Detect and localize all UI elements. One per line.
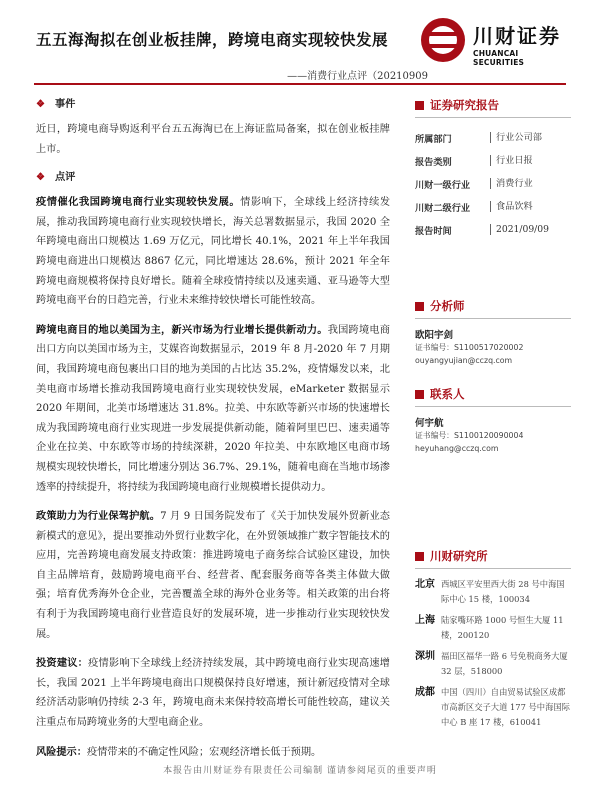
paragraph-investment: 投资建议：疫情影响下全球线上经济持续发展，其中跨境电商行业实现高速增长，我国 2021 上半年跨境电商出口规模保持良好增速，预计新冠疫情对全球经济活动影响仍持续 2-3 年，跨境电商未来保持较高增长可能性较高，建议关注重点布局跨境业务的大型电商企业。: [36, 657, 390, 729]
diamond-bullet-icon: ❖: [36, 172, 45, 184]
square-bullet-icon: [415, 101, 424, 110]
info-row: 所属部门 行业公司部: [415, 132, 542, 145]
info-row: 报告类别 行业日报: [415, 155, 533, 168]
sidebar: [415, 96, 571, 736]
report-info-heading: 证券研究报告: [415, 96, 571, 118]
diamond-bullet-icon: ❖: [36, 99, 45, 111]
main-column: [36, 96, 390, 764]
event-paragraph: 近日，跨境电商导购返利平台五五海淘已在上海证监局备案，拟在创业板挂牌上市。: [36, 124, 390, 155]
comment-heading: ❖ 点评: [36, 169, 390, 187]
analyst-cert: 证书编号：S1100517020002: [415, 343, 524, 352]
paragraph-markets: 跨境电商目的地以美国为主，新兴市场为行业增长提供新动力。我国跨境电商出口方向以美国市场为主，艾媒咨询数据显示，2019 年 8 月-2020 年 7 月期间，我国跨境电商包裹出口目的地为美国的占比达 35.2%，疫情爆发以来，北美电商市场增长推动我国跨境电商行业实现较快发展，eMarketer 数据显示 2020 年期间，北美市场增速达 31.8%。拉美、中东欧等新兴市场的快速增长成为我国跨境电商行业实现进一步发展提供新动能，随着阿里巴巴、速卖通等企业在拉美、中东欧等市场的持续深耕，2020 年拉美、中东欧地区电商市场规模实现较快增长，同比增速分别达 36.7%、29.1%，随着电商在当地市场渗透率的持续提升，将持续为我国跨境电商行业规模增长提供动力。: [36, 323, 390, 493]
logo-emblem-icon: [421, 18, 465, 62]
logo-text-cn: 川财证券: [473, 24, 561, 48]
analyst-name: 欧阳宇剑: [415, 330, 454, 341]
info-row: 川财二级行业 食品饮料: [415, 201, 533, 214]
address-item: 成都 中国（四川）自由贸易试验区成都市高新区交子大道 177 号中海国际中心 B 座 17 楼，610041: [415, 687, 570, 727]
address-item: 北京 西城区平安里西大街 28 号中海国际中心 15 楼，100034: [415, 579, 565, 604]
header-divider: [34, 83, 566, 85]
paragraph-risk: 风险提示：疫情带来的不确定性风险；宏观经济增长低于预期。: [36, 745, 322, 758]
square-bullet-icon: [415, 390, 424, 399]
institute-heading: 川财研究所: [415, 547, 571, 569]
analyst-heading: 分析师: [415, 297, 571, 319]
paragraph-policy: 政策助力为行业保驾护航。7 月 9 日国务院发布了《关于加快发展外贸新业态新模式的意见》，提出要推动外贸行业数字化，在外贸领域推广数字智能技术的应用，完善跨境电商发展支持政策：推进跨境电子商务综合试验区建设，加快自主品牌培育，鼓励跨境电商平台、经营者、配套服务商等各类主体做大做强；培育优秀海外仓企业，完善覆盖全球的海外仓业务等。相关政策的出台将有利于为我国跨境电商行业营造良好的发展环境，进一步推动行业实现较快发展。: [36, 510, 390, 640]
square-bullet-icon: [415, 302, 424, 311]
contact-name: 何宇航: [415, 418, 444, 429]
contact-cert: 证书编号：S1100120090004: [415, 431, 524, 440]
report-title: 五五海淘拟在创业板挂牌，跨境电商实现较快发展: [36, 30, 389, 49]
paragraph-growth: 疫情催化我国跨境电商行业实现较快发展。情影响下，全球线上经济持续发展，推动我国跨境电商行业实现较快增长，海关总署数据显示，我国 2020 全年跨境电商出口规模达 1.69 万亿元，同比增长 40.1%，2021 年上半年我国跨境电商进出口规模达 8867 亿元，同比增速达 28.6%，预计 2021 年全年跨境电商规模将保持良好增长。随着全球疫情持续以及速卖通、亚马逊等大型跨境电商平台的日趋完善，行业未来维持较快增长可能性较高。: [36, 196, 391, 307]
report-subtitle: ——消费行业点评（20210909: [287, 71, 428, 82]
square-bullet-icon: [415, 552, 424, 561]
info-row: 川财一级行业 消费行业: [415, 178, 533, 191]
contact-email[interactable]: heyuhang@cczq.com: [415, 444, 499, 453]
footer-disclaimer: 本报告由川财证券有限责任公司编制 谨请参阅尾页的重要声明: [163, 766, 437, 776]
event-heading: ❖ 事件: [36, 96, 390, 114]
address-item: 上海 陆家嘴环路 1000 号恒生大厦 11 楼，200120: [415, 615, 564, 640]
logo-text-en: CHUANCAI SECURITIES: [473, 49, 525, 67]
analyst-email[interactable]: ouyangyujian@cczq.com: [415, 356, 513, 365]
company-logo: [421, 18, 561, 67]
address-item: 深圳 福田区福华一路 6 号免税商务大厦 32 层，518000: [415, 651, 568, 676]
info-row: 报告时间 2021/09/09: [415, 224, 549, 237]
contact-heading: 联系人: [415, 385, 571, 407]
